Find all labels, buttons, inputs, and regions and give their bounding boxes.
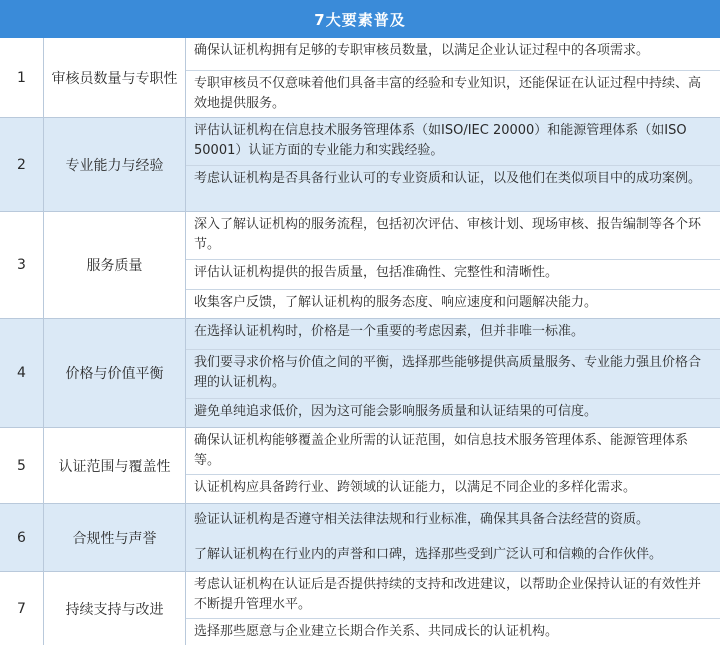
table-row bbox=[0, 319, 720, 428]
table-row bbox=[0, 504, 720, 572]
description-item: 认证机构应具备跨行业、跨领域的认证能力，以满足不同企业的多样化需求。 bbox=[186, 474, 720, 503]
row-title: 合规性与声誉 bbox=[44, 504, 186, 571]
description-item: 避免单纯追求低价，因为这可能会影响服务质量和认证结果的可信度。 bbox=[186, 398, 720, 427]
description-item: 确保认证机构拥有足够的专职审核员数量，以满足企业认证过程中的各项需求。 bbox=[194, 43, 650, 58]
description-item: 深入了解认证机构的服务流程，包括初次评估、审核计划、现场审核、报告编制等各个环节。 bbox=[194, 217, 702, 252]
row-number: 3 bbox=[0, 212, 44, 318]
description-item: 专职审核员不仅意味着他们具备丰富的经验和专业知识，还能保证在认证过程中持续、高效地提供服务。 bbox=[186, 70, 720, 117]
row-descriptions bbox=[186, 572, 720, 645]
row-number: 1 bbox=[0, 38, 44, 117]
table-row bbox=[0, 572, 720, 645]
row-title: 认证范围与覆盖性 bbox=[44, 428, 186, 503]
description-item: 我们要寻求价格与价值之间的平衡，选择那些能够提供高质量服务、专业能力强且价格合理的认证机构。 bbox=[186, 349, 720, 398]
description-item: 了解认证机构在行业内的声誉和口碑，选择那些受到广泛认可和信赖的合作伙伴。 bbox=[194, 547, 663, 562]
row-descriptions bbox=[186, 504, 720, 571]
table-row bbox=[0, 118, 720, 212]
description-item: 考虑认证机构在认证后是否提供持续的支持和改进建议，以帮助企业保持认证的有效性并不断提升管理水平。 bbox=[194, 577, 702, 612]
row-number: 7 bbox=[0, 572, 44, 645]
description-item: 考虑认证机构是否具备行业认可的专业资质和认证，以及他们在类似项目中的成功案例。 bbox=[186, 165, 720, 211]
description-item: 选择那些愿意与企业建立长期合作关系、共同成长的认证机构。 bbox=[186, 618, 720, 645]
row-number: 4 bbox=[0, 319, 44, 427]
row-descriptions bbox=[186, 319, 720, 427]
row-title: 持续支持与改进 bbox=[44, 572, 186, 645]
row-title: 价格与价值平衡 bbox=[44, 319, 186, 427]
row-descriptions bbox=[186, 118, 720, 211]
table-row bbox=[0, 38, 720, 118]
description-item: 收集客户反馈，了解认证机构的服务态度、响应速度和问题解决能力。 bbox=[186, 289, 720, 318]
row-title: 服务质量 bbox=[44, 212, 186, 318]
table-row bbox=[0, 428, 720, 504]
row-title: 审核员数量与专职性 bbox=[44, 38, 186, 117]
row-descriptions bbox=[186, 212, 720, 318]
row-title: 专业能力与经验 bbox=[44, 118, 186, 211]
row-number: 2 bbox=[0, 118, 44, 211]
row-number: 5 bbox=[0, 428, 44, 503]
description-item: 评估认证机构在信息技术服务管理体系（如ISO/IEC 20000）和能源管理体系（如ISO 50001）认证方面的专业能力和实践经验。 bbox=[194, 123, 687, 158]
table-title: 7大要素普及 bbox=[0, 0, 720, 38]
row-number: 6 bbox=[0, 504, 44, 571]
description-item: 评估认证机构提供的报告质量，包括准确性、完整性和清晰性。 bbox=[186, 259, 720, 289]
description-item: 在选择认证机构时，价格是一个重要的考虑因素，但并非唯一标准。 bbox=[194, 324, 585, 339]
description-item: 确保认证机构能够覆盖企业所需的认证范围，如信息技术服务管理体系、能源管理体系等。 bbox=[194, 433, 689, 468]
description-item: 验证认证机构是否遵守相关法律法规和行业标准，确保其具备合法经营的资质。 bbox=[194, 512, 650, 527]
row-descriptions bbox=[186, 428, 720, 503]
table-row bbox=[0, 212, 720, 319]
row-descriptions bbox=[186, 38, 720, 117]
